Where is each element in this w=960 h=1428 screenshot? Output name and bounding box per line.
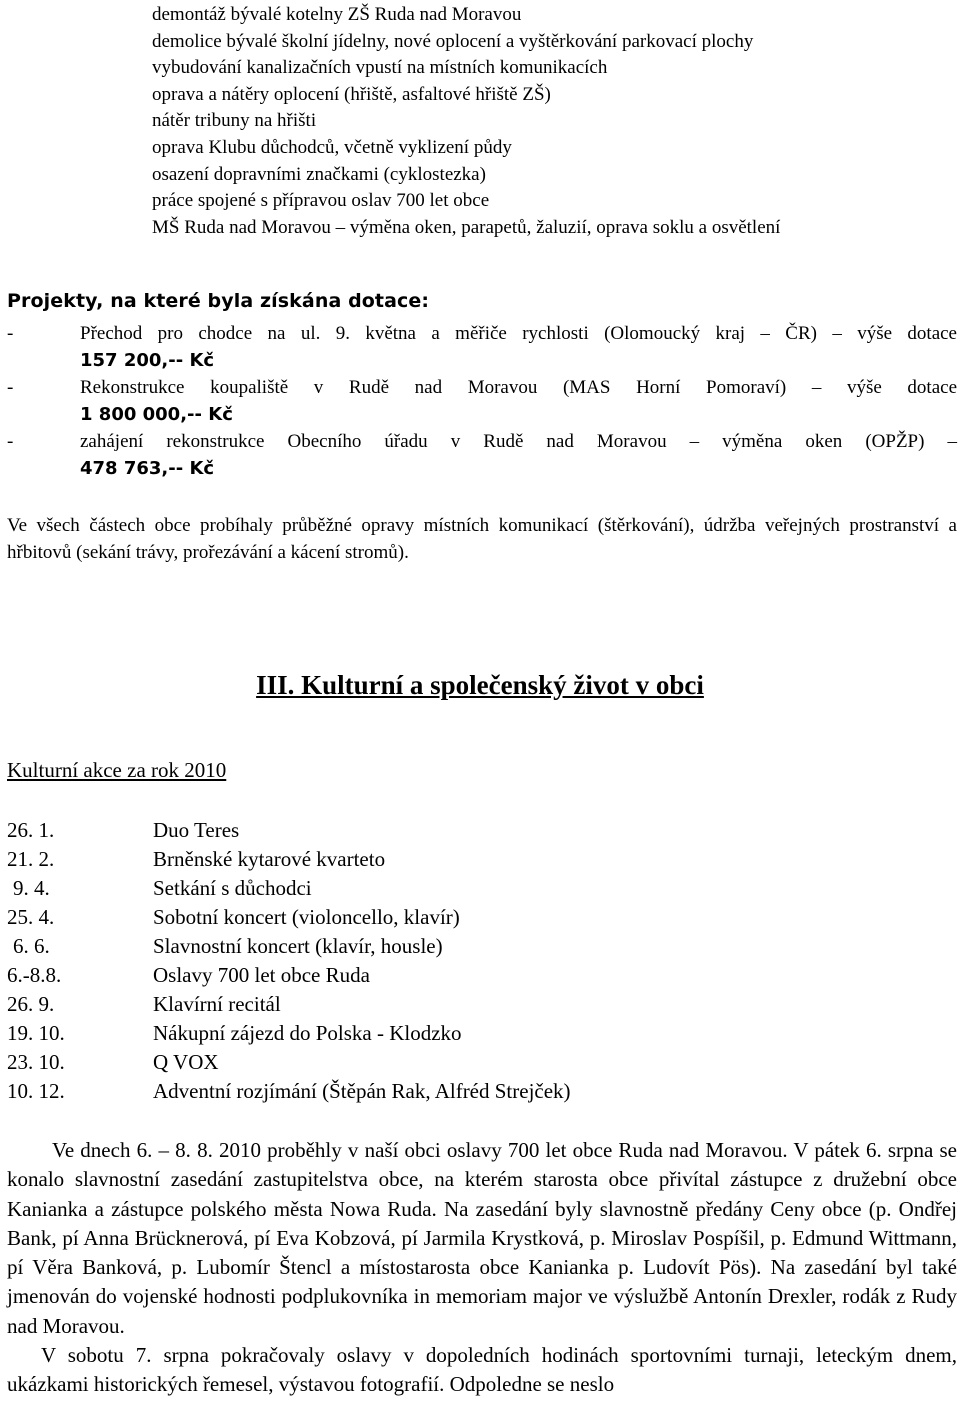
project-amount: 478 763,-- Kč: [80, 458, 215, 479]
list-item: [7, 932, 571, 961]
event-name: Oslavy 700 let obce Ruda: [153, 963, 370, 987]
event-name: Adventní rozjímání (Štěpán Rak, Alfréd Strejček): [153, 1079, 571, 1103]
event-date: 23. 10.: [7, 1050, 65, 1074]
projects-heading: Projekty, na které byla získána dotace:: [7, 290, 430, 312]
project-item: [7, 428, 957, 482]
project-amount: 1 800 000,-- Kč: [80, 404, 233, 425]
event-name: Brněnské kytarové kvarteto: [153, 847, 386, 871]
projects-list: [7, 320, 957, 482]
project-amount: 157 200,-- Kč: [80, 350, 215, 371]
maintenance-paragraph: Ve všech částech obce probíhaly průběžné opravy místních komunikací (štěrkování), údržba veřejných prostranství a hřbitovů (sekání trávy, prořezávání a kácení stromů).: [7, 515, 957, 563]
project-text: zahájení rekonstrukce Obecního úřadu v Rudě nad Moravou – výměna oken (OPŽP) –: [80, 431, 957, 452]
project-item: [7, 320, 957, 374]
event-date: 6. 6.: [13, 934, 50, 958]
list-item: [7, 1048, 571, 1077]
event-name: Klavírní recitál: [153, 992, 281, 1016]
events-heading: Kulturní akce za rok 2010: [7, 758, 227, 782]
event-date: 25. 4.: [7, 905, 55, 929]
closing-paragraph: Ve dnech 6. – 8. 8. 2010 proběhly v naší obci oslavy 700 let obce Ruda nad Moravou. V pátek 6. srpna se konalo slavnostní zasedání zastupitelstva obce, na kterém starosta obce přivítal zástupce z družební obce Kanianka a zástupce polského města Nowa Ruda. Na zasedání byly slavnostně předány Ceny obce (p. Ondřej Bank, pí Anna Brücknerová, pí Eva Kobzová, pí Jarmila Krystková, p. Miroslav Pospíšil, p. Edmund Wittmann, pí Věra Banková, p. Lubomír Štencl a místostarosta obce Kanianka p. Ludovít Pös). Na zasedání byl také jmenován do vojenské hodnosti podplukovníka in memoriam major ve výslužbě Antonín Drexler, rodák z Rudy nad Moravou.: [7, 1138, 957, 1338]
list-dash: -: [7, 323, 14, 344]
project-text: Rekonstrukce koupaliště v Rudě nad Moravou (MAS Horní Pomoraví) – výše dotace: [80, 377, 957, 398]
event-date: 26. 1.: [7, 818, 55, 842]
list-item: [7, 903, 571, 932]
event-date: 10. 12.: [7, 1079, 65, 1103]
project-item: [7, 374, 957, 428]
event-name: Sobotní koncert (violoncello, klavír): [153, 905, 460, 929]
event-name: Q VOX: [153, 1050, 219, 1074]
project-text: Přechod pro chodce na ul. 9. května a měřiče rychlosti (Olomoucký kraj – ČR) – výše dotace: [80, 323, 957, 344]
event-date: 6.-8.8.: [7, 963, 62, 987]
event-name: Setkání s důchodci: [153, 876, 312, 900]
list-item: [7, 961, 571, 990]
event-name: Duo Teres: [153, 818, 240, 842]
section-title: [0, 670, 960, 701]
list-item: [7, 845, 571, 874]
work-item: nátěr tribuny na hřišti: [152, 110, 317, 132]
events-list: [7, 816, 571, 1106]
event-date: 19. 10.: [7, 1021, 65, 1045]
work-item: osazení dopravními značkami (cyklostezka): [152, 163, 486, 185]
event-date: 9. 4.: [13, 876, 50, 900]
event-name: Nákupní zájezd do Polska - Klodzko: [153, 1021, 462, 1045]
work-list: [152, 2, 780, 241]
event-name: Slavnostní koncert (klavír, housle): [153, 934, 443, 958]
work-item: oprava Klubu důchodců, včetně vyklizení půdy: [152, 136, 512, 158]
event-date: 26. 9.: [7, 992, 55, 1016]
work-item: MŠ Ruda nad Moravou – výměna oken, parapetů, žaluzií, oprava soklu a osvětlení: [152, 216, 781, 238]
list-item: [7, 1077, 571, 1106]
list-dash: -: [7, 377, 14, 398]
list-item: [7, 816, 571, 845]
list-dash: -: [7, 431, 14, 452]
work-item: vybudování kanalizačních vpustí na místních komunikacích: [152, 57, 608, 79]
work-item: demontáž bývalé kotelny ZŠ Ruda nad Moravou: [152, 4, 522, 25]
work-item: práce spojené s přípravou oslav 700 let obce: [152, 190, 490, 212]
list-item: [7, 1019, 571, 1048]
work-item: demolice bývalé školní jídelny, nové oplocení a vyštěrkování parkovací plochy: [152, 30, 754, 52]
list-item: [7, 990, 571, 1019]
work-item: oprava a nátěry oplocení (hřiště, asfaltové hřiště ZŠ): [152, 83, 551, 105]
list-item: [7, 874, 571, 903]
closing-paragraph: V sobotu 7. srpna pokračovaly oslavy v dopoledních hodinách sportovními turnaji, leteckým dnem, ukázkami historických řemesel, výstavou fotografií. Odpoledne se neslo: [7, 1343, 957, 1397]
closing-text: [7, 1136, 957, 1400]
section-title-text: III. Kulturní a společenský život v obci: [256, 670, 704, 700]
event-date: 21. 2.: [7, 847, 55, 871]
